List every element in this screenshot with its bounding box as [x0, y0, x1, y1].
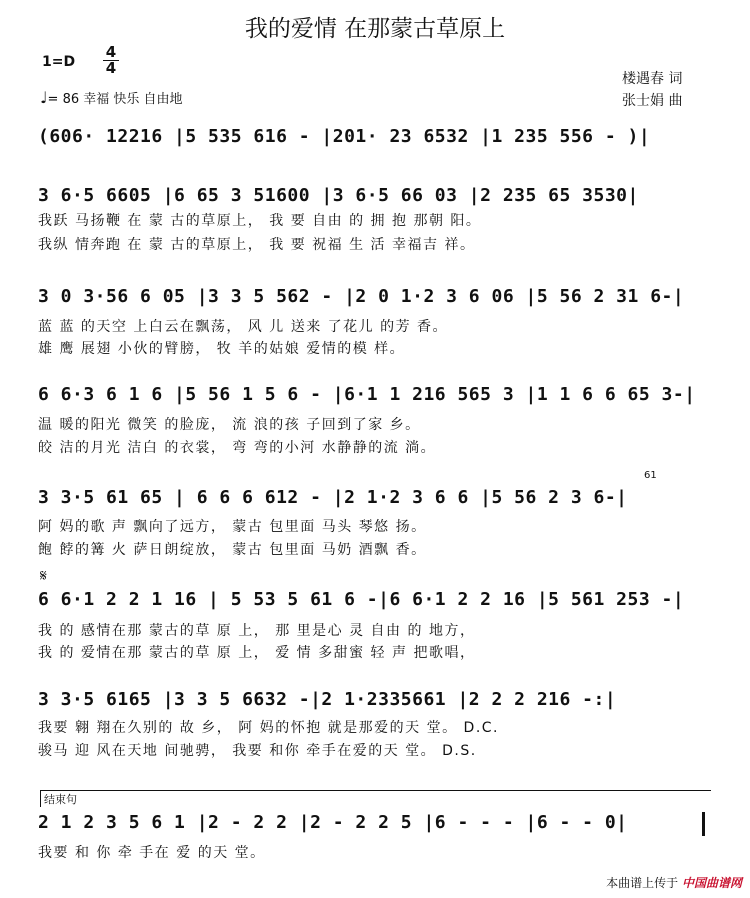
- time-signature-bottom: 4: [105, 59, 117, 77]
- grace-note-61: 61: [644, 470, 657, 481]
- score-row-3: 3 0 3·56 6 05 |3 3 5 562 - |2 0 1·2 3 6 06 |5 56 2 31 6-|: [38, 286, 685, 307]
- score-row-2: 3 6·5 6605 |6 65 3 51600 |3 6·5 66 03 |2 235 65 3530|: [38, 185, 639, 206]
- score-row-6: 6 6·1 2 2 1 16 | 5 53 5 61 6 -|6 6·1 2 2 16 |5 561 253 -|: [38, 589, 685, 610]
- lyric-row-5-verse-1: 阿 妈的歌 声 飘向了远方， 蒙古 包里面 马头 琴悠 扬。: [38, 519, 427, 535]
- song-title: 我的爱情 在那蒙古草原上: [244, 16, 506, 42]
- final-barline: [702, 812, 705, 836]
- score-row-7: 3 3·5 6165 |3 3 5 6632 -|2 1·2335661 |2 2 2 216 -:|: [38, 689, 617, 710]
- lyric-row-7-verse-2: 骏马 迎 风在天地 间驰骋， 我要 和你 牵手在爱的天 堂。 D.S.: [38, 743, 477, 759]
- lyric-row-3-verse-1: 蓝 蓝 的天空 上白云在飘荡， 风 儿 送来 了花儿 的芳 香。: [38, 319, 449, 335]
- tempo-marking: [40, 88, 183, 107]
- key-signature: 1=D: [42, 54, 76, 70]
- footer-uploader-text: 本曲谱上传于: [606, 876, 679, 890]
- score-row-4: 6 6·3 6 1 6 |5 56 1 5 6 - |6·1 1 216 565 3 |1 1 6 6 65 3-|: [38, 384, 696, 405]
- lyric-row-7-verse-1: 我要 翱 翔在久别的 故 乡， 阿 妈的怀抱 就是那爱的天 堂。 D.C.: [38, 720, 500, 736]
- lyricist-credit: 楼遇春 词: [622, 71, 683, 87]
- score-row-intro: (606· 12216 |5 535 616 - |201· 23 6532 |1 235 556 - )|: [38, 126, 651, 147]
- quarter-note-icon: ♩: [40, 88, 48, 107]
- score-row-5: 3 3·5 61 65 | 6 6 6 612 - |2 1·2 3 6 6 |5 56 2 3 6-|: [38, 487, 628, 508]
- lyric-row-6-verse-1: 我 的 感情在那 蒙古的草 原 上， 那 里是心 灵 自由 的 地方，: [38, 623, 476, 639]
- lyric-row-4-verse-1: 温 暖的阳光 微笑 的脸庞， 流 浪的孩 子回到了家 乡。: [38, 417, 421, 433]
- time-signature-top: 4: [103, 45, 119, 61]
- segno-icon: 𝄋: [40, 566, 47, 585]
- lyric-row-ending: 我要 和 你 牵 手在 爱 的天 堂。: [38, 845, 266, 861]
- lyric-row-6-verse-2: 我 的 爱情在那 蒙古的草 原 上， 爱 情 多甜蜜 轻 声 把歌唱，: [38, 645, 476, 661]
- lyric-row-3-verse-2: 雄 鹰 展翅 小伙的臂膀， 牧 羊的姑娘 爱情的模 样。: [38, 341, 406, 357]
- ending-bracket: [40, 790, 711, 807]
- site-logo[interactable]: 中国曲谱网: [681, 876, 742, 890]
- ending-label: 结束句: [44, 793, 77, 806]
- footer-credit: [606, 874, 742, 891]
- score-row-ending: 2 1 2 3 5 6 1 |2 - 2 2 |2 - 2 2 5 |6 - - - |6 - - 0|: [38, 812, 628, 833]
- lyric-row-2-verse-1: 我跃 马扬鞭 在 蒙 古的草原上， 我 要 自由 的 拥 抱 那朝 阳。: [38, 213, 482, 229]
- lyric-row-4-verse-2: 皎 洁的月光 洁白 的衣裳， 弯 弯的小河 水静静的流 淌。: [38, 440, 437, 456]
- lyric-row-2-verse-2: 我纵 情奔跑 在 蒙 古的草原上， 我 要 祝福 生 活 幸福吉 祥。: [38, 237, 476, 253]
- time-signature: [103, 45, 119, 76]
- tempo-text: = 86 幸福 快乐 自由地: [47, 92, 183, 107]
- composer-credit: 张士娟 曲: [622, 93, 683, 109]
- lyric-row-5-verse-2: 飽 餑的篝 火 萨日朗绽放， 蒙古 包里面 马奶 酒飘 香。: [38, 542, 427, 558]
